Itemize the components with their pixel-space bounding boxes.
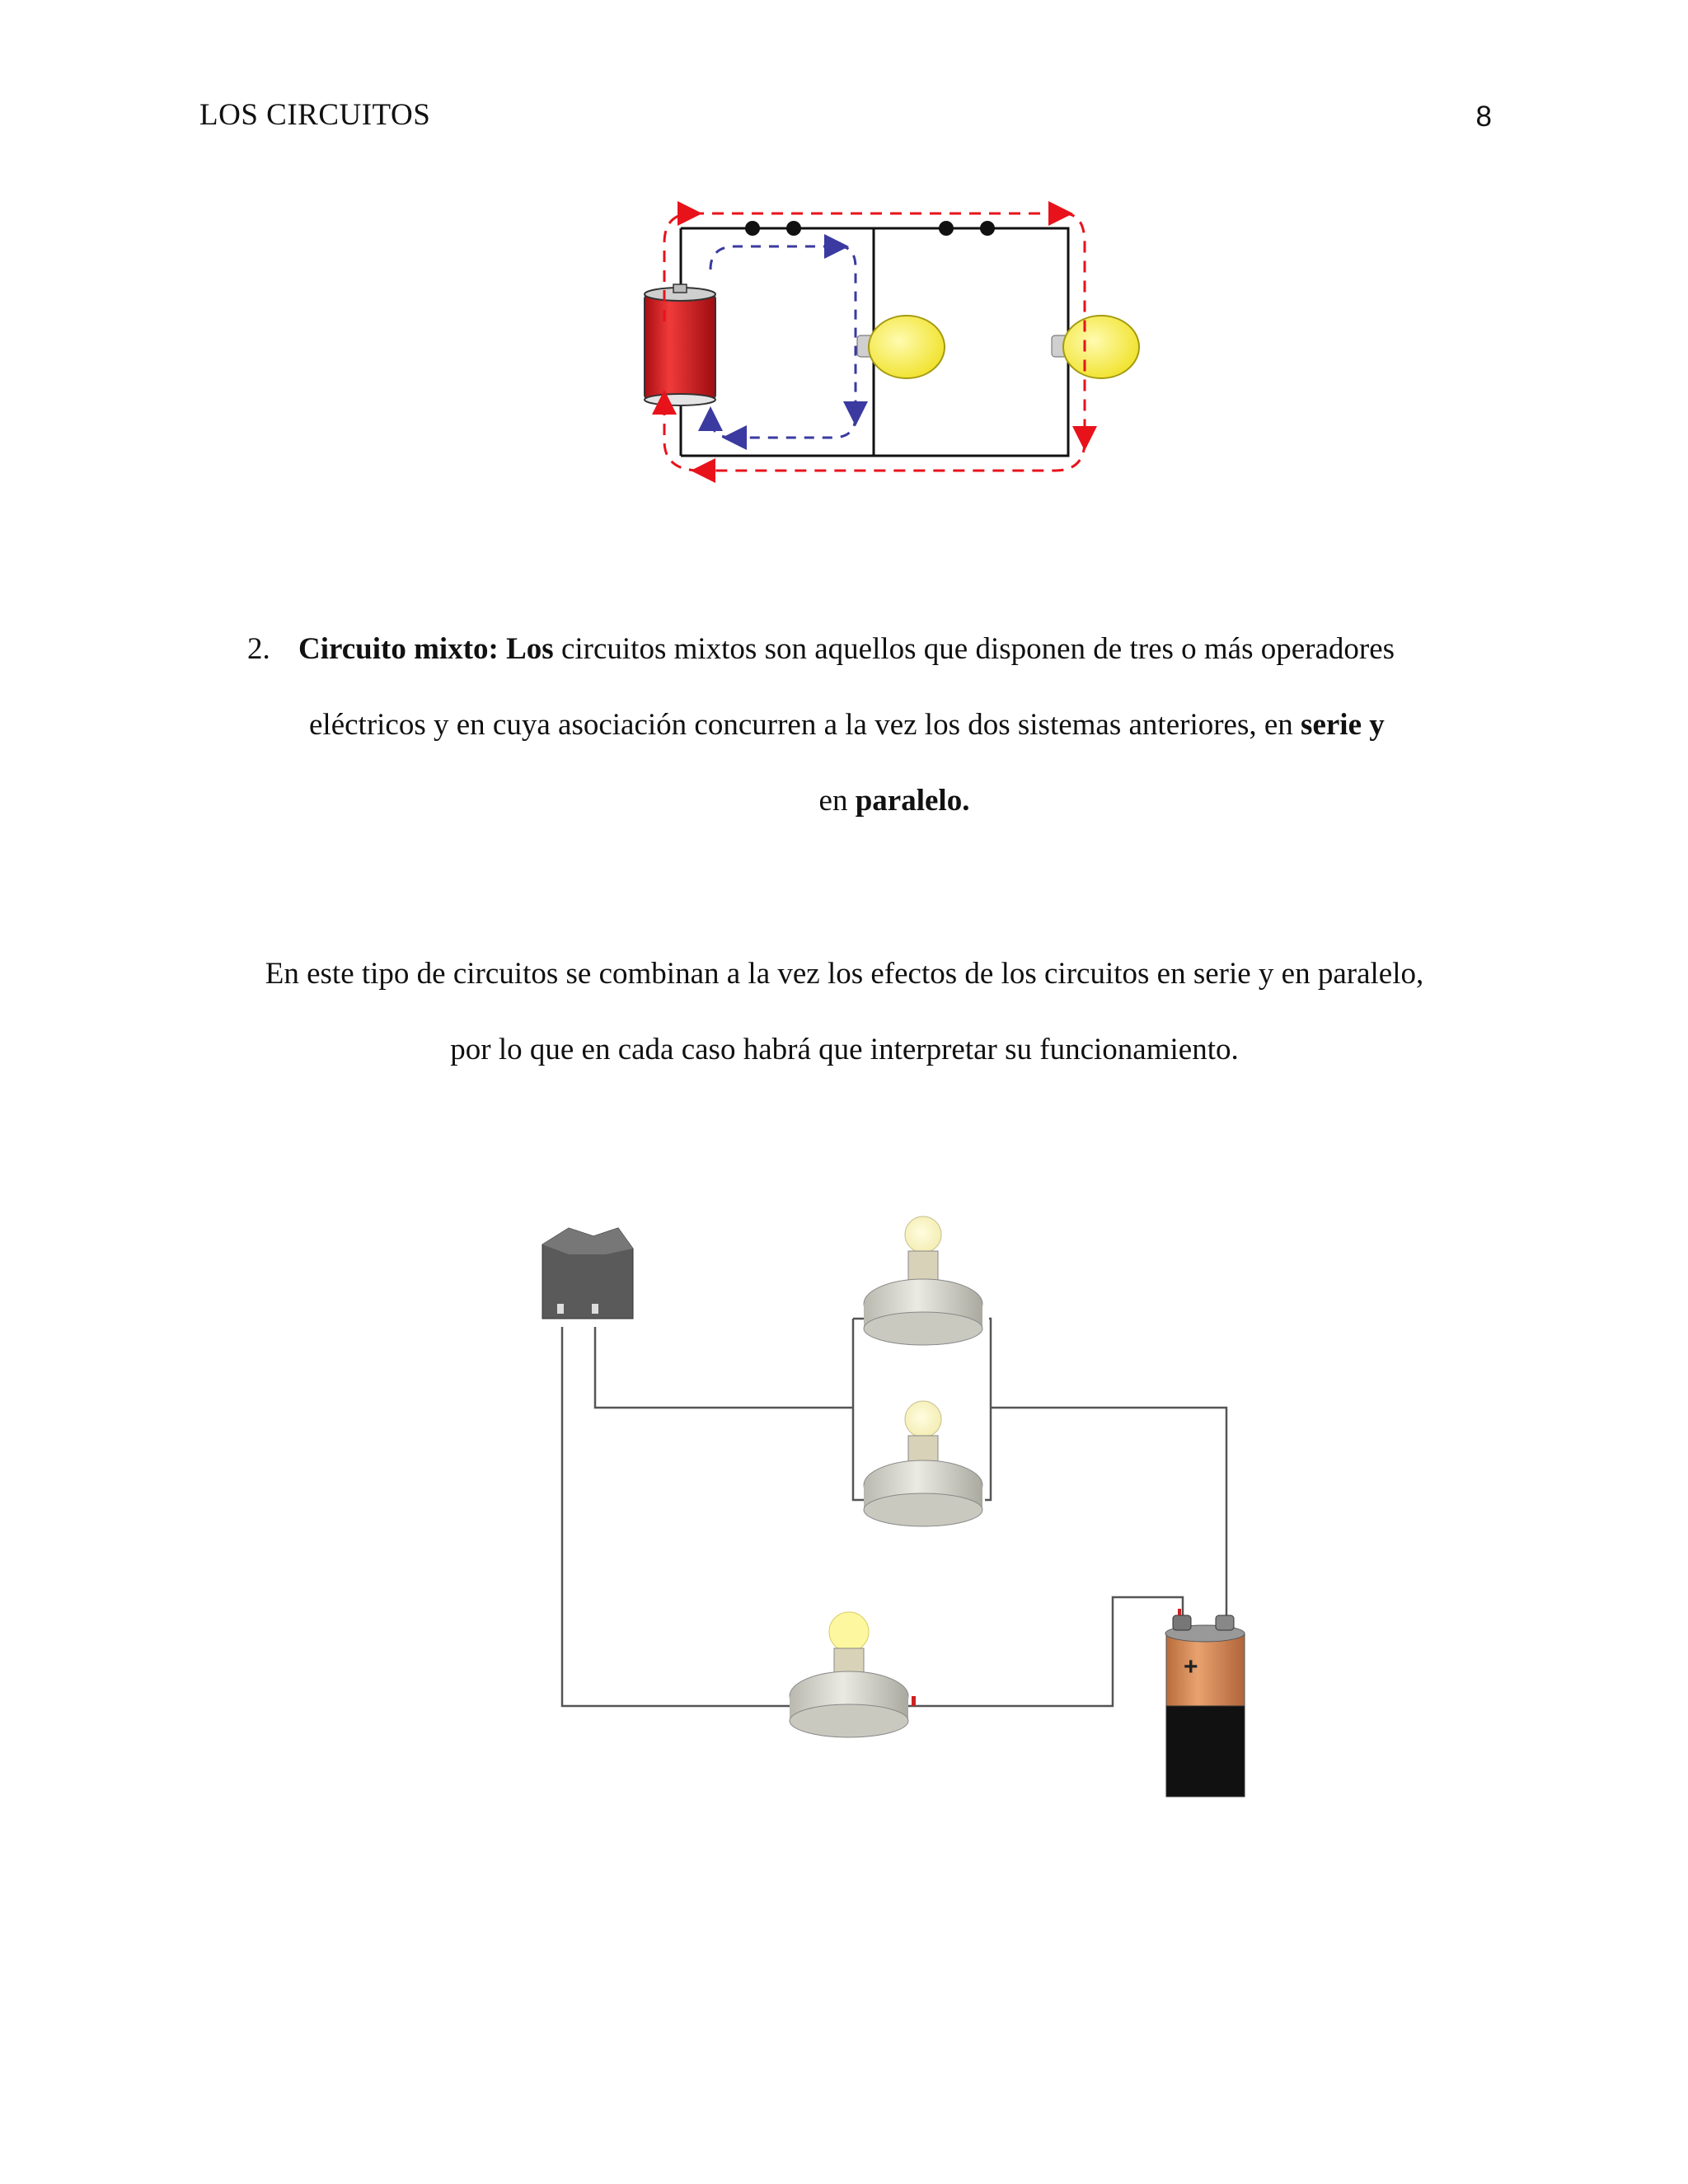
battery-icon [645,284,715,405]
page-number: 8 [1475,101,1492,133]
line1-rest: circuitos mixtos son aquellos que disponen de tres o más operadores [560,632,1395,666]
line2-bold: serie y [1301,708,1385,742]
line3-text: en [818,784,848,818]
body-paragraph [199,936,1489,1088]
mixed-circuit-figure [528,1203,1269,1805]
line2-text: eléctricos y en cuya asociación concurren a la vez los dos sistemas anteriores, en [309,708,1293,742]
running-head: LOS CIRCUITOS [199,98,431,132]
list-line-1 [298,612,1395,687]
list-line-3 [247,763,1541,839]
parallel-circuit-figure [635,194,1162,490]
list-line-2 [309,687,1385,763]
bulb-socket-icon-2 [864,1401,982,1526]
list-number: 2. [247,632,270,666]
inner-current-arrows [710,246,856,438]
term-label: Circuito mixto: [298,632,499,666]
bulb-socket-icon-3 [790,1612,916,1737]
rocker-switch-icon [542,1228,633,1319]
battery-9v-icon [1165,1609,1245,1797]
line3-bold: paralelo. [855,784,970,818]
bulb-icon-2 [1052,316,1139,378]
lead-bold: Los [506,632,554,666]
bulb-socket-icon-1 [864,1216,982,1345]
battery-plus-sign: + [1184,1653,1198,1680]
bulb-icon-1 [857,316,945,378]
paragraph-line-2: por lo que en cada caso habrá que interpretar su funcionamiento. [450,1033,1239,1066]
paragraph-line-1: En este tipo de circuitos se combinan a la vez los efectos de los circuitos en serie y en paralelo, [265,957,1424,991]
